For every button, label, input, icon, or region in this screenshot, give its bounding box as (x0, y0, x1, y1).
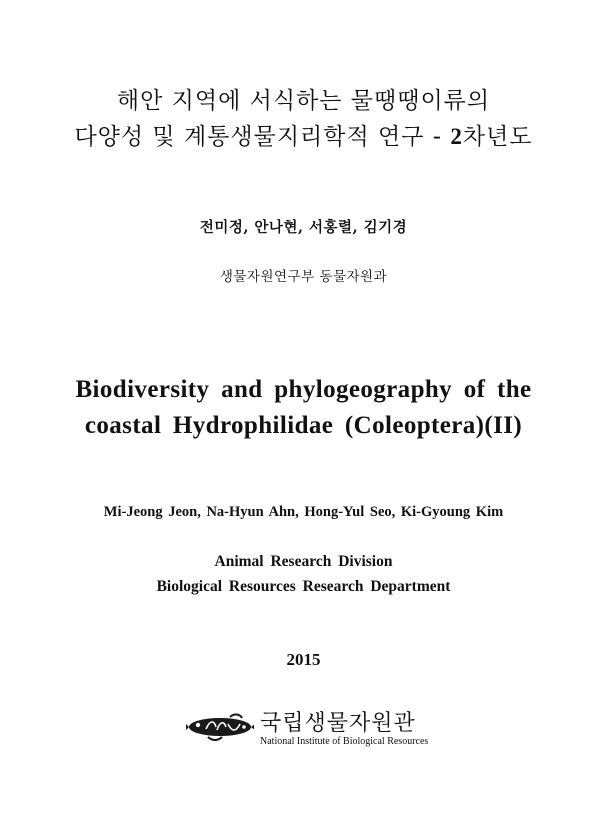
korean-title-line-1: 해안 지역에 서식하는 물땡땡이류의 (116, 88, 491, 114)
institute-name-english: National Institute of Biological Resources (260, 736, 429, 747)
english-title-line-1: Biodiversity and phylogeography of the (75, 376, 532, 403)
korean-authors: 전미정, 안나현, 서홍렬, 김기경 (199, 219, 408, 236)
institute-logo (186, 706, 436, 752)
korean-department: 생물자원연구부 동물자원과 (219, 269, 388, 285)
english-authors: Mi-Jeong Jeon, Na-Hyun Ahn, Hong-Yul Seo, Ki-Gyoung Kim (103, 504, 504, 520)
korean-title-year-number: 2 (450, 124, 463, 149)
nibr-emblem-icon (186, 712, 254, 742)
english-division: Animal Research Division (214, 553, 393, 570)
english-title-line-2: coastal Hydrophilidae (Coleoptera)(II) (84, 412, 523, 439)
publication-year: 2015 (286, 650, 321, 669)
korean-title-line-2-suffix: 차년도 (462, 124, 533, 150)
institute-name-korean: 국립생물자원관 (260, 711, 416, 736)
english-department: Biological Resources Research Department (156, 578, 451, 595)
korean-title-line-2-prefix: 다양성 및 계통생물지리학적 연구 - (74, 124, 451, 150)
korean-title-line-2 (0, 118, 607, 151)
